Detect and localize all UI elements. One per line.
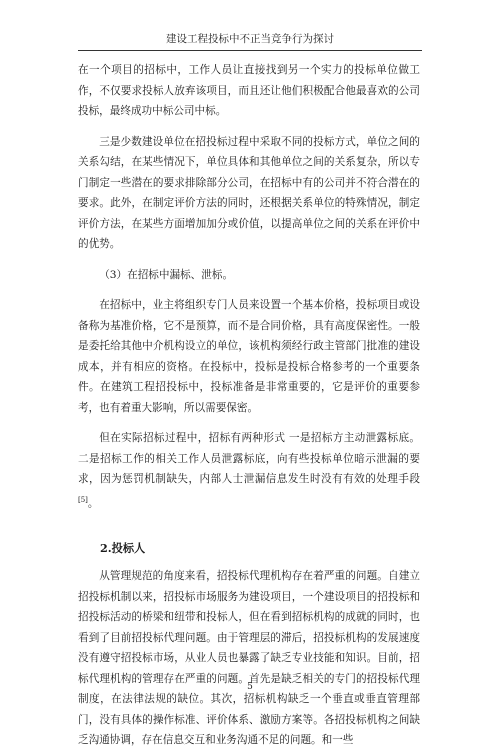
paragraph-3: 在招标中，业主将组织专门人员来设置一个基本价格，投标项目或设备称为基准价格，它不是预算，而不是合同价格，具有高度保密性。一般是委托给其他中介机构设立的单位，该机构须经行政主管部门批准的建设成本，并有相应的资格。在投标中，投标是投标合格参考的一个重要条件。在建筑工程招投标中，投标准备是非常重要的，它是评价的重要参考，也有着重大影响，所以需要保密。 xyxy=(78,299,420,414)
paragraph-1: 在一个项目的招标中，工作人员让直接找到另一个实力的投标单位做工作，不仅要求投标人放弃该项目，而且还让他们积极配合他最喜欢的公司投标，最终成功中标公司中标。 xyxy=(78,64,420,117)
paragraph-4-end: 。 xyxy=(87,497,99,510)
section-paragraph: 从管理规范的角度来看，招投标代理机构存在着严重的问题。自建立招投标机制以来，招投标市场服务为建设项目，一个建设项目的招投标和招投标活动的桥梁和纽带和投标人，但在看到招标机构的成就的同时，也看到了目前招投标代理问题。由于管理层的滞后，招投标机构的发展速度没有遵守招投标市场，从业人员也暴露了缺乏专业技能和知识。目前，招标代理机构的管理存在严重的问题。首先是缺乏相关的专门的招投标代理制度，在法律法规的缺位。其次，招标机构缺乏一个垂直或垂直管理部门，没有具体的操作标准、评价体系、激励方案等。各招投标机构之间缺乏沟通协调，存在信息交互和业务沟通不足的问题。和一些 xyxy=(78,570,420,747)
body-content xyxy=(78,60,420,751)
page-number: 5 xyxy=(247,682,253,692)
paragraph-2: 三是少数建设单位在招投标过程中采取不同的投标方式，单位之间的关系勾结，在某些情况下，单位具体和其他单位之间的关系复杂，所以专门制定一些潜在的要求排除部分公司，在招标中有的公司并不符合潜在的要求。此外，在制定评价方法的同时，还根据关系单位的特殊情况，制定评价方法，在某些方面增加加分或价值，以提高单位之间的关系在评价中的优势。 xyxy=(78,135,420,250)
paragraph-4 xyxy=(78,428,420,514)
paragraph-subheading: （3）在招标中漏标、泄标。 xyxy=(99,268,234,281)
section-heading: 2.投标人 xyxy=(100,540,146,555)
paragraph-4-text: 但在实际招标过程中，招标有两种形式 一是招标方主动泄露标底。二是招标工作的相关工作人员泄露标底，向有些投标单位暗示泄漏的要求，因为惩罚机制缺失，内部人士泄漏信息发生时没有有效的处理手段 xyxy=(78,432,420,485)
running-header: 建设工程投标中不正当竞争行为探讨 xyxy=(78,30,422,51)
citation-mark: [5] xyxy=(78,495,88,504)
